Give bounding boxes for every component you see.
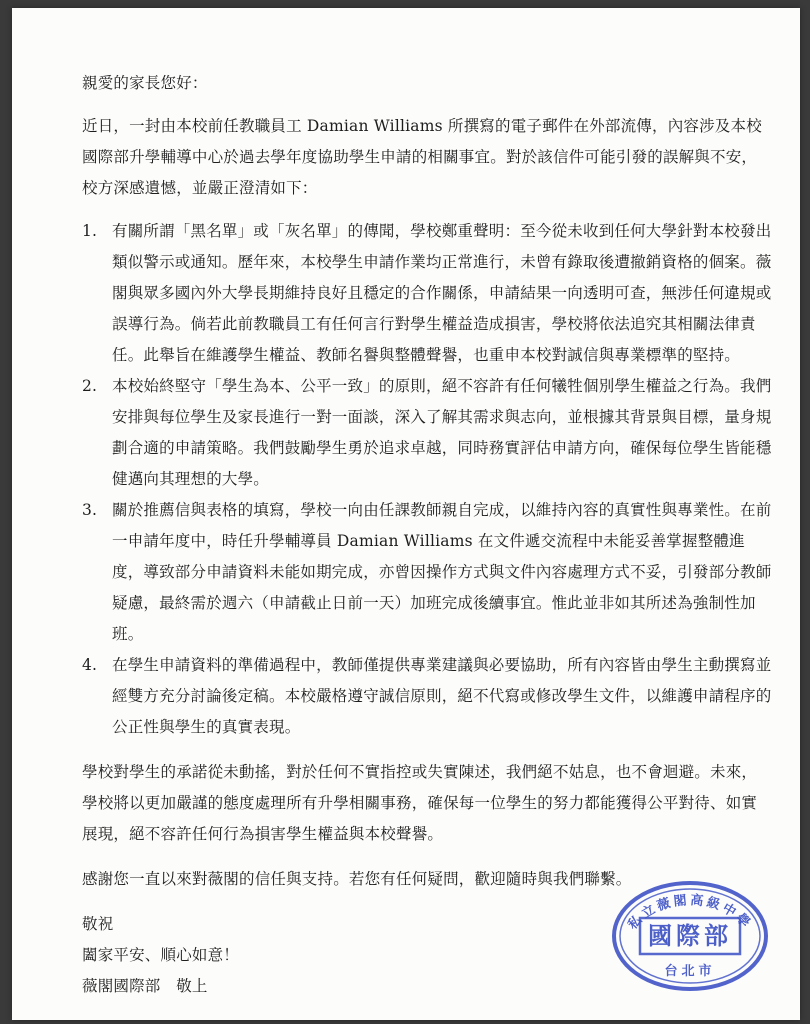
list-item (82, 495, 772, 650)
letter-body (82, 68, 772, 1002)
list-text: 本校始終堅守「學生為本、公平一致」的原則，絕不容許有任何犧牲個別學生權益之行為。我們安排與每位學生及家長進行一對一面談，深入了解其需求與志向，並根據其背景與目標，量身規劃合適的申請策略。我們鼓勵學生勇於追求卓越，同時務實評估申請方向，確保每位學生皆能穩健邁向其理想的大學。 (112, 377, 772, 488)
list-number: 4. (82, 656, 98, 674)
commitment-paragraph: 學校對學生的承諾從未動搖，對於任何不實指控或失實陳述，我們絕不姑息，也不會迴避。未來，學校將以更加嚴謹的態度處理所有升學相關事務，確保每一位學生的努力都能獲得公平對待、如實展現，絕不容許任何行為損害學生權益與本校聲譽。 (82, 763, 758, 843)
closing-wish: 闔家平安、順心如意！ (82, 946, 240, 964)
seal-bottom-text: 台北市 (664, 964, 716, 979)
list-item (82, 650, 772, 743)
seal-center-text: 國際部 (648, 921, 732, 950)
seal-top-text: 私立薇閣高級中學 (625, 893, 755, 933)
list-text: 在學生申請資料的準備過程中，教師僅提供專業建議與必要協助，所有內容皆由學生主動撰寫並經雙方充分討論後定稿。本校嚴格遵守誠信原則，絕不代寫或修改學生文件，以維護申請程序的公正性與學生的真實表現。 (112, 656, 772, 736)
thanks-paragraph: 感謝您一直以來對薇閣的信任與支持。若您有任何疑問，歡迎隨時與我們聯繫。 (82, 870, 632, 888)
greeting: 親愛的家長您好： (82, 74, 208, 92)
letter-page (12, 8, 800, 1020)
list-text: 關於推薦信與表格的填寫，學校一向由任課教師親自完成，以維持內容的真實性與專業性。在前一申請年度中，時任升學輔導員 Damian Williams 在文件遞交流程中未能妥善掌握整體進度，導致部分申請資料未能如期完成，亦曾因操作方式與文件內容處理方式不妥，引發部分教師疑慮，最終需於週六（申請截止日前一天）加班完成後續事宜。惟此並非如其所述為強制性加班。 (112, 501, 772, 643)
signature: 薇閣國際部 敬上 (82, 977, 208, 995)
closing-salute: 敬祝 (82, 915, 114, 933)
list-item (82, 216, 772, 371)
list-number: 2. (82, 377, 98, 395)
school-seal-stamp (610, 880, 770, 992)
list-number: 3. (82, 501, 98, 519)
list-item (82, 371, 772, 495)
list-text: 有關所謂「黑名單」或「灰名單」的傳聞，學校鄭重聲明：至今從未收到任何大學針對本校發出類似警示或通知。歷年來，本校學生申請作業均正常進行，未曾有錄取後遭撤銷資格的個案。薇閣與眾多國內外大學長期維持良好且穩定的合作關係，申請結果一向透明可查，無涉任何違規或誤導行為。倘若此前教職員工有任何言行對學生權益造成損害，學校將依法追究其相關法律責任。此舉旨在維護學生權益、教師名譽與整體聲譽，也重申本校對誠信與專業標準的堅持。 (112, 222, 772, 364)
list-number: 1. (82, 222, 98, 240)
clarification-list (82, 216, 772, 743)
intro-paragraph: 近日，一封由本校前任教職員工 Damian Williams 所撰寫的電子郵件在外部流傳，內容涉及本校國際部升學輔導中心於過去學年度協助學生申請的相關事宜。對於該信件可能引發的誤解與不安，校方深感遺憾，並嚴正澄清如下： (82, 117, 762, 197)
